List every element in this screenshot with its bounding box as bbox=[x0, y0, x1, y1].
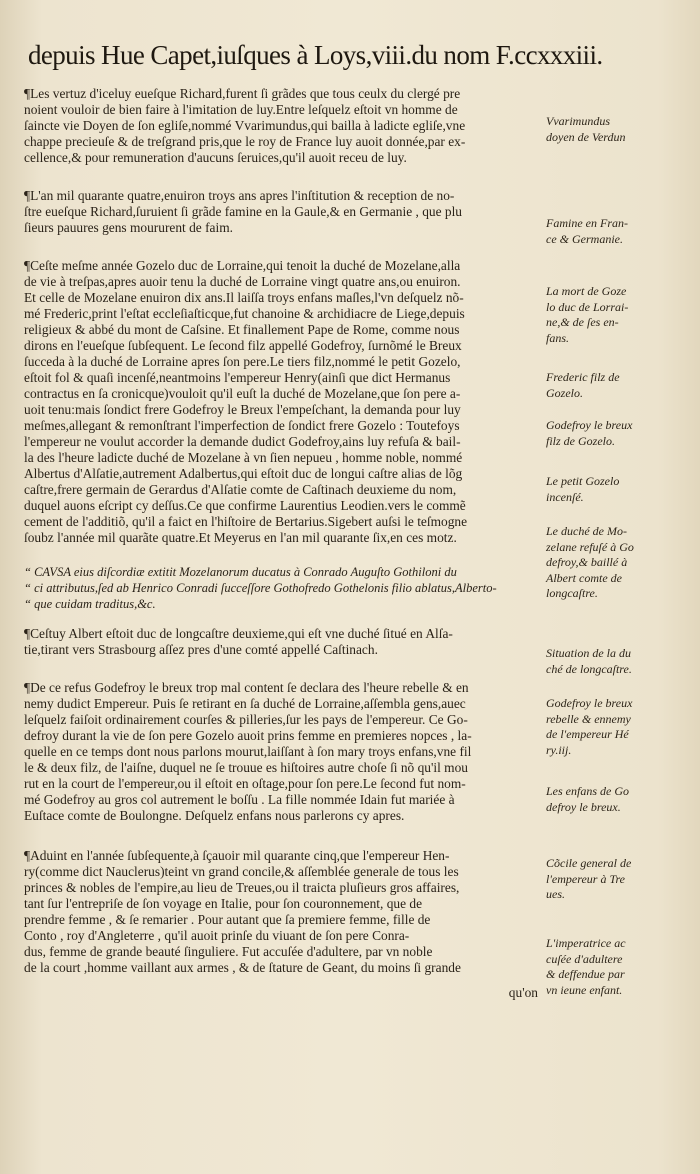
text-line: ſtre eueſque Richard,ſuruient ſi grãde famine en la Gaule,& en Germanie , que plu bbox=[24, 204, 463, 219]
margin-note-warimundus bbox=[546, 114, 672, 145]
text-line: le & deux filz, de l'aiſne, duquel ne ſe trouue es hiſtoires autre choſe ſi nõ qu'il mou bbox=[24, 760, 468, 775]
text-line: ſieurs pauures gens moururent de faim. bbox=[24, 220, 233, 235]
text-line: mé Frederic,print l'eſtat eccleſiaſticque,fut chanoine & archidiacre de Liege,depuis bbox=[24, 306, 465, 321]
text-line: ¶L'an mil quarante quatre,enuiron troys ans apres l'inſtitution & reception de no- bbox=[24, 188, 455, 203]
text-line: religieux & abbé du mont de Caſsine. Et finallement Pape de Rome, comme nous bbox=[24, 322, 460, 337]
margin-note-mozelane bbox=[546, 524, 672, 602]
text-line: ry(comme dict Nauclerus)teint vn grand concile,& aſſemblée generale de tous les bbox=[24, 864, 459, 879]
text-line: tie,tirant vers Strasbourg aſſez pres d'une comté appellé Caſtinach. bbox=[24, 642, 378, 657]
paragraph-gozelo-death bbox=[24, 258, 467, 546]
text-line: chappe precieuſe & de treſgrand pris,que le roy de France luy auoit donnée,par ex- bbox=[24, 134, 466, 149]
margin-note-line: lo duc de Lorrai- bbox=[546, 299, 629, 314]
margin-note-rebel bbox=[546, 696, 672, 758]
paragraph-famine bbox=[24, 188, 462, 236]
margin-note-imperatrice bbox=[546, 936, 672, 998]
margin-note-line: Les enfans de Go bbox=[546, 784, 629, 798]
margin-note-line: Albert comte de bbox=[546, 570, 622, 585]
catchword: qu'on bbox=[508, 985, 538, 1000]
margin-note-line: L'imperatrice ac bbox=[546, 936, 626, 950]
text-line: uoit tenu:mais ſondict frere Godefroy le Breux l'empeſchant, la demanda pour luy bbox=[24, 402, 461, 417]
text-line: ſucceda à la duché de Lorraine apres ſon pere.Le tiers filz,nommé le petit Gozelo, bbox=[24, 354, 461, 369]
margin-note-line: rebelle & ennemy bbox=[546, 711, 631, 726]
paragraph-albert bbox=[24, 626, 453, 658]
margin-note-line: Situation de la du bbox=[546, 646, 631, 660]
margin-note-line: ché de longcaſtre. bbox=[546, 661, 632, 676]
margin-note-famine bbox=[546, 216, 672, 247]
margin-note-situation bbox=[546, 646, 672, 677]
margin-note-line: Le duché de Mo- bbox=[546, 524, 627, 538]
margin-note-line: Le petit Gozelo bbox=[546, 474, 620, 488]
text-line: defroy durant la vie de ſon pere Gozelo auoit prins femme en premieres nopces , la- bbox=[24, 728, 472, 743]
text-line: “ ci attributus,ſed ab Henrico Conradi ſucceſſore Gothofredo Gothelonis filio ablatus,Alberto- bbox=[24, 581, 497, 595]
margin-note-line: La mort de Goze bbox=[546, 284, 627, 298]
text-line: cement de l'additiõ, qu'il a faict en l'hiſtoire de Bertarius.Sigebert auſsi le teſmogne bbox=[24, 514, 468, 529]
text-line: caſtre,frere germain de Gerardus d'Alſatie comte de Caſtinach deuxieme du nom, bbox=[24, 482, 457, 497]
text-line: quelle en ce temps dont nous parlons mourut,laiſſant à ſon mary troys enfans,vne fil bbox=[24, 744, 472, 759]
text-line: leſquelz faiſoit ordinairement courſes & pilleries,ſur les pays de l'empereur. Ce Go- bbox=[24, 712, 468, 727]
text-line: rut en la court de l'empereur,ou il eſtoit en oſtage,pour ſon pere.Le ſecond fut nom- bbox=[24, 776, 466, 791]
text-line: Et celle de Mozelane enuiron dix ans.Il laiſſa troys enfans maſles,l'vn deſquelz nõ- bbox=[24, 290, 464, 305]
margin-note-gozelo-death bbox=[546, 284, 672, 346]
margin-note-line: doyen de Verdun bbox=[546, 129, 626, 144]
margin-note-line: defroy,& baillé à bbox=[546, 555, 628, 569]
text-line: “ que cuidam traditus,&c. bbox=[24, 597, 156, 611]
margin-note-godefroy bbox=[546, 418, 672, 449]
text-line: ¶Aduint en l'année ſubſequente,à ſçauoir mil quarante cinq,que l'empereur Hen- bbox=[24, 848, 450, 863]
margin-note-line: & deffendue par bbox=[546, 967, 625, 981]
margin-note-petit-gozelo bbox=[546, 474, 672, 505]
text-line: nemy dudict Empereur. Puis ſe retirant en ſa duché de Lorraine,aſſembla gens,auec bbox=[24, 696, 466, 711]
text-line: prendre femme , & ſe remarier . Pour autant que ſa premiere femme, fille de bbox=[24, 912, 431, 927]
margin-note-line: cuſée d'adultere bbox=[546, 951, 623, 966]
margin-note-line: ry.iij. bbox=[546, 742, 572, 757]
margin-note-frederic bbox=[546, 370, 672, 401]
text-line: dirons en l'eueſque ſubſequent. Le ſecond filz appellé Godefroy, ſurnõmé le Breux bbox=[24, 338, 462, 353]
text-line: Euſtace comte de Boulongne. Deſquelz enfans nous parlerons cy apres. bbox=[24, 808, 405, 823]
margin-note-line: de l'empereur Hé bbox=[546, 727, 629, 741]
margin-note-line: fans. bbox=[546, 330, 570, 345]
margin-note-enfans bbox=[546, 784, 672, 815]
text-line: “ CAVSA eius diſcordiæ extitit Mozelanorum ducatus à Conrado Auguſto Gothiloni du bbox=[24, 565, 457, 579]
margin-note-line: Vvarimundus bbox=[546, 114, 610, 128]
text-line: meſmes,allegant & remonſtrant l'imperfection de ſondict frere Gozelo : Toutefoys bbox=[24, 418, 460, 433]
text-line: contractus en ſa cronicque)vouloit qu'il euſt la duché de Mozelane,que ſon pere a- bbox=[24, 386, 461, 401]
text-line: duquel auons eſcript cy deſſus.Ce que confirme Laurentius Leodien.vers le commẽ bbox=[24, 498, 466, 513]
margin-note-line: vn ieune enfant. bbox=[546, 982, 623, 997]
margin-note-line: l'empereur à Tre bbox=[546, 871, 626, 886]
text-line: Albertus d'Alſatie,autrement Adalbertus,qui eſtoit duc de longui caſtre alias de lõg bbox=[24, 466, 463, 481]
text-line: tant ſur l'entrepriſe de ſon voyage en Italie, pour ſon couronnement, que de bbox=[24, 896, 423, 911]
text-line: noient vouloir de bien faire à l'imitation de luy.Entre leſquelz eſtoit vn homme de bbox=[24, 102, 458, 117]
running-header: depuis Hue Capet,iuſques à Loys,viii.du nom F.ccxxxiii. bbox=[28, 40, 603, 70]
text-line: dus, femme de grande beauté ſinguliere. Fut accuſée d'adultere, par vn noble bbox=[24, 944, 433, 959]
text-line: ¶De ce refus Godefroy le breux trop mal content ſe declara des l'heure rebelle & en bbox=[24, 680, 469, 695]
paragraph-godefroy-rebel bbox=[24, 680, 472, 824]
margin-note-concile bbox=[546, 856, 672, 903]
latin-quotation bbox=[24, 564, 497, 612]
margin-note-line: ce & Germanie. bbox=[546, 231, 623, 246]
margin-note-line: Gozelo. bbox=[546, 385, 583, 400]
margin-note-line: Famine en Fran- bbox=[546, 216, 628, 230]
text-line: de la court ,homme vaillant aux armes , & de ſtature de Geant, du moins ſi grande bbox=[24, 960, 461, 975]
text-line: eſtoit fol & quaſi incenſé,neantmoins l'empereur Henry(ainſi que dict Hermanus bbox=[24, 370, 451, 385]
text-line: la des l'heure ladicte duché de Mozelane à vn ſien nepueu , homme noble, nommé bbox=[24, 450, 463, 465]
text-line: ¶Les vertuz d'iceluy eueſque Richard,furent ſi grãdes que tous ceulx du clergé pre bbox=[24, 86, 461, 101]
margin-note-line: zelane refuſé à Go bbox=[546, 539, 634, 554]
text-line: ſaincte vie Doyen de ſon egliſe,nommé Vvarimundus,qui bailla à ladicte egliſe,vne bbox=[24, 118, 466, 133]
text-line: de vie à treſpas,apres auoir tenu la duché de Lorraine vingt quatre ans,ou enuiron. bbox=[24, 274, 461, 289]
paragraph-concile bbox=[24, 848, 461, 976]
text-line: ſoubz l'année mil quarãte quatre.Et Meyerus en l'an mil quarante ſix,en ces motz. bbox=[24, 530, 457, 545]
paragraph-warimundus bbox=[24, 86, 465, 166]
margin-note-line: ne,& de ſes en- bbox=[546, 315, 619, 329]
text-line: cellence,& pour remuneration d'aucuns ſeruices,qu'il auoit receu de luy. bbox=[24, 150, 407, 165]
margin-note-line: Frederic filz de bbox=[546, 370, 620, 384]
margin-note-line: Godefroy le breux bbox=[546, 696, 633, 710]
text-line: mé Godefroy au gros col autrement le boſſu . La fille nommée Idain fut mariée à bbox=[24, 792, 455, 807]
text-line: ¶Ceſtuy Albert eſtoit duc de longcaſtre deuxieme,qui eſt vne duché ſitué en Alſa- bbox=[24, 626, 453, 641]
text-line: l'empereur ne voulut accorder la demande dudict Godefroy,ains luy refuſa & bail- bbox=[24, 434, 461, 449]
margin-note-line: Godefroy le breux bbox=[546, 418, 633, 432]
margin-note-line: longcaſtre. bbox=[546, 586, 598, 600]
margin-note-line: filz de Gozelo. bbox=[546, 433, 615, 448]
margin-note-line: ues. bbox=[546, 887, 565, 901]
text-line: Conto , roy d'Angleterre , qu'il auoit prinſe du viuant de ſon pere Conra- bbox=[24, 928, 410, 943]
margin-note-line: defroy le breux. bbox=[546, 799, 621, 814]
margin-note-line: incenſé. bbox=[546, 489, 584, 504]
text-line: princes & nobles de l'empire,au lieu de Treues,ou il traicta pluſieurs gros affaires, bbox=[24, 880, 460, 895]
margin-note-line: Cõcile general de bbox=[546, 856, 632, 870]
text-line: ¶Ceſte meſme année Gozelo duc de Lorraine,qui tenoit la duché de Mozelane,alla bbox=[24, 258, 461, 273]
